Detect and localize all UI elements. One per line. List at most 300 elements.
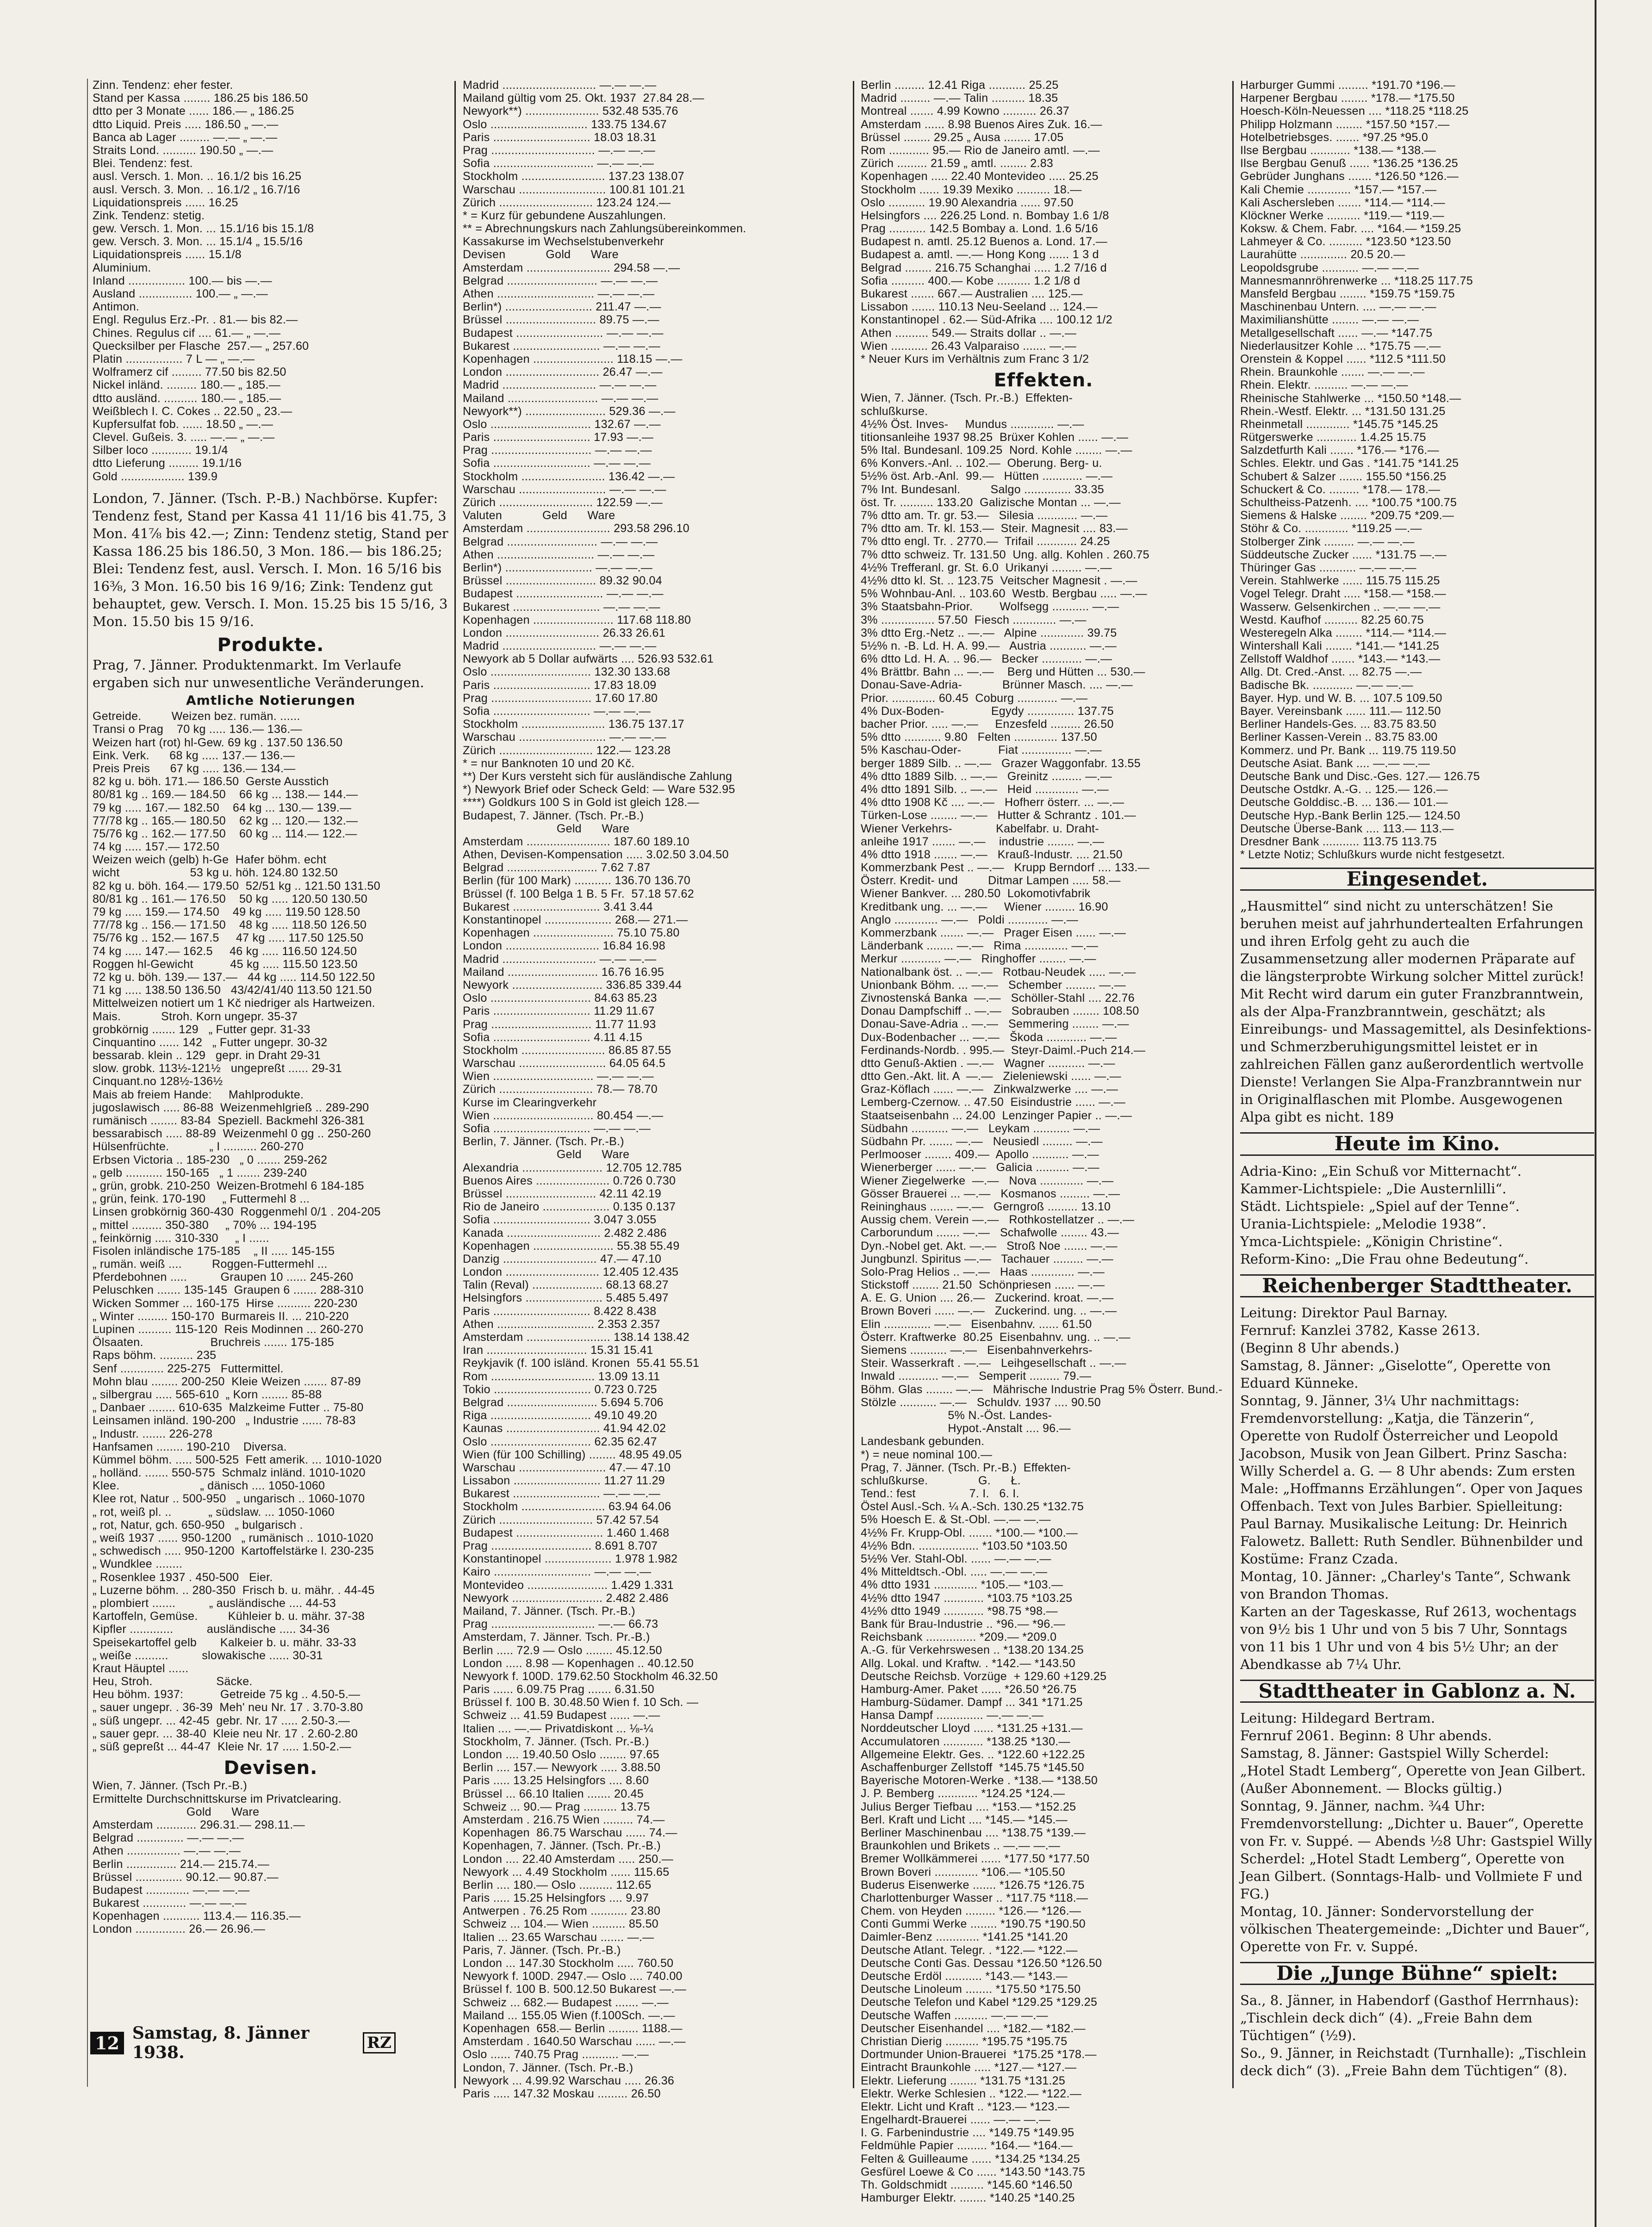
share-line: Dresdner Bank ........... 113.75 113.75 [1240,835,1437,848]
effekten-line: 5% Kaschau-Oder- Fiat ............... —.— [861,744,1102,757]
produkte-line: 72 kg u. böh. 139.— 137.— 44 kg ..... 114.50 122.50 [93,970,375,984]
rate-line: Madrid ............................ —.— —.— [463,952,657,966]
theater-paragraph: Sonntag, 9. Jänner, nachm. ¾4 Uhr: Fremdenvorstellung: „Dichter u. Bauer“, Operette von Fr. v. Suppé. — Abends ½8 Uhr: Gastspiel Willy Scherdel: „Hotel Stadt Lemberg“, Operette von Jean Gilbert. (Sonntags-Halb- und Vollmiete F und FG.) [1240,1798,1592,1902]
produkte-line: „ Danbaer ........ 610-635 Malzkeime Futter .. 75-80 [93,1401,364,1414]
effekten-line: 3% dtto Erg.-Netz .. —.— Alpine ............. 39.75 [861,626,1117,639]
devisen-line: Budapest ............. —.— —.— [93,1883,250,1897]
effekten-line: Th. Goldschmidt .......... *145.60 *146.50 [861,2178,1073,2192]
metal-line: gew. Versch. 3. Mon. ... 15.1/4 „ 15.5/16 [93,235,303,248]
rate-line: Brüssel ........................... 89.32 90.04 [463,574,662,588]
rate-line: Buenos Aires ...................... 0.726 0.730 [463,1174,676,1187]
produkte-line: „ grün, feink. 170-190 „ Futtermehl 8 ... [93,1192,310,1206]
metal-line: Straits Lond. .......... 190.50 „ —.— [93,143,273,157]
effekten-line: Deutsche Atlant. Telegr. . *122.— *122.— [861,1943,1078,1957]
effekten-line: Hypot.-Anstalt .... 96.— [861,1422,1071,1435]
produkte-line: Kipfler ............. ausländische ..... 34-36 [93,1623,330,1636]
effekten-line: 4% dtto 1891 Silb. .. —.— Heid ............. —.— [861,782,1109,796]
rate-line: Amsterdam, 7. Jänner. Tsch. Pr.-B.) [463,1631,650,1644]
produkte-line: 82 kg u. böh. 164.— 179.50 52/51 kg .. 121.50 131.50 [93,879,380,893]
rate-line: ** = Abrechnungskurs nach Zahlungsübereinkommen. [463,222,746,236]
produkte-line: Klee rot, Natur .. 500-950 „ ungarisch .. 1060-1070 [93,1492,365,1506]
share-line: Kali Aschersleben ....... *114.— *114.— [1240,196,1445,209]
metal-line: dtto per 3 Monate ...... 186.— „ 186.25 [93,105,294,118]
devisen-line: Ermittelte Durchschnittskurse im Privatclearing. [93,1792,342,1805]
effekten-line: A.-G. für Verkehrswesen .. *138.20 134.25 [861,1644,1084,1657]
effekten-line: Dortmunder Union-Brauerei *175.25 *178.— [861,2048,1097,2061]
share-line: Stolberger Zink ......... —.— —.— [1240,535,1415,548]
rate-line: Iran .............................. 15.31 15.41 [463,1344,653,1357]
effekten-line: Elektr. Lieferung ........ *131.75 *131.25 [861,2074,1066,2087]
share-line: Schubert & Salzer ....... 155.50 *156.25 [1240,470,1447,483]
rate-line: Talin (Reval) ..................... 68.13 68.27 [463,1278,669,1292]
rate-line: Kopenhagen, 7. Jänner. (Tsch. Pr.-B.) [463,1839,661,1853]
produkte-line: Mittelweizen notiert um 1 Kč niedriger als Hartweizen. [93,997,375,1010]
effekten-line: Dux-Bodenbacher ... —.— Škoda ............ —.— [861,1030,1117,1044]
effekten-line: 6% dtto Ld. H. A. .. 96.— Becker ............ —.— [861,652,1112,666]
share-line: Bayer. Hyp. und W. B. ... 107.5 109.50 [1240,691,1442,705]
effekten-line: Böhm. Glas ........ —.— Mährische Industrie Prag 5% Österr. Bund.- [861,1383,1223,1396]
rate-line: Stockholm ......................... 86.85 87.55 [463,1043,671,1057]
produkte-line: „ sauer ungepr. . 36-39 Meh' neu Nr. 17 . 3.70-3.80 [93,1701,363,1714]
rate-line: Belgrad ........................... —.— —.— [463,274,658,287]
metal-line: ausl. Versch. 1. Mon. .. 16.1/2 bis 16.25 [93,170,302,183]
rate-line: Schweiz ... 90.— Prag .......... 13.75 [463,1800,650,1813]
rate-line: Warschau .......................... 64.05 64.5 [463,1057,666,1070]
rate-line: London ............................ 26.47 —.— [463,366,663,379]
rate-line: Kanada ............................ 2.482 2.486 [463,1226,667,1240]
rate-line: Warschau .......................... —.— —.— [463,731,666,744]
share-line: Badische Bk. ............ —.— —.— [1240,678,1413,692]
rate-line: Paris ............................. 8.422 8.438 [463,1304,657,1318]
metal-line: Inland ................. 100.— bis —.— [93,274,272,287]
junge-buehne-heading: Die „Junge Bühne“ spielt: [1240,1962,1594,1985]
rate-line: Newyork ........................... 2.482 2.486 [463,1591,669,1605]
produkte-line: bessarabisch ..... 88-89 Weizenmehl 0 gg .. 250-260 [93,1127,371,1141]
effekten-line: 4% Mitteldtsch.-Obl. ..... —.— —.— [861,1565,1048,1579]
share-line: Deutsche Bank und Disc.-Ges. 127.— 126.75 [1240,769,1480,783]
share-line: Salzdetfurth Kali ....... *176.— *176.— [1240,444,1439,457]
effekten-line: Steir. Wasserkraft . —.— Leihgesellschaft .. —.— [861,1357,1126,1370]
share-line: Lahmeyer & Co. .......... *123.50 *123.50 [1240,235,1451,248]
rate-line: Amsterdam ...... 8.98 Buenos Aires Zuk. 16.— [861,118,1102,131]
rate-line: Newyork ... 4.99.92 Warschau ..... 26.36 [463,2074,675,2087]
produkte-line: Kümmel böhm. ..... 500-525 Fett amerik. ... 1010-1020 [93,1453,382,1466]
rate-line: Brüssel f. 100 B. 500.12.50 Bukarest —.— [463,1983,687,1996]
kino-heading: Heute im Kino. [1240,1132,1594,1155]
rate-line: Valuten Geld Ware [463,509,615,522]
metal-line: Chines. Regulus cif .... 61.— „ —.— [93,326,281,340]
rate-line: Budapest .......................... 1.460 1.468 [463,1526,670,1539]
produkte-line: „ rot, Natur, gch. 650-950 „ bulgarisch . [93,1518,303,1532]
share-line: Siemens & Halske ........ *209.75 *209.— [1240,509,1454,522]
london-report: London, 7. Jänner. (Tsch. P.-B.) Nachbörse. Kupfer: Tendenz fest, Stand per Kassa 41 11/16 bis 41.75, 3 Mon. 41⅞ bis 42.—; Zinn: Tendenz stetig, Stand per Kassa 186.25 bis 186.50, 3 Mon. 186.— bis 186.25; Blei: Tendenz fest, ausl. Versch. I. Mon. 16 5/16 bis 16⅜, 3 Mon. 16.50 bis 16 9/16; Zink: Tendenz gut behauptet, gew. Versch. I. Mon. 15.25 bis 15 5/16, 3 Mon. 15.50 bis 15 9/16. [93,490,448,629]
effekten-line: Braunkohlen und Brikets .. —.— —.— [861,1839,1061,1853]
effekten-line: Wiener Verkehrs- Kabelfabr. u. Draht- [861,822,1099,835]
notierungen-heading: Amtliche Notierungen [186,693,355,708]
rate-line: London .... 22.40 Amsterdam ..... 250.— [463,1852,674,1866]
effekten-line: 4½% Bdn. .................. *103.50 *103.50 [861,1539,1068,1552]
rate-line: Berlin*) .......................... 211.47 —.— [463,300,661,314]
effekten-line: Stickstoff ........ 21.50 Schönpriesen ...... —.— [861,1278,1105,1292]
share-line: Gebrüder Junghans ....... *126.50 *126.— [1240,170,1459,183]
page-left-edge [87,79,88,2087]
rate-line: Berlin ......... 12.41 Riga ........... 25.25 [861,79,1059,92]
effekten-line: Julius Berger Tiefbau .... *153.— *152.25 [861,1800,1076,1813]
rate-line: Antwerpen . 76.25 Rom ........... 23.80 [463,1904,661,1918]
produkte-line: „ sauer gepr. ... 38-40 Kleie neu Nr. 17 . 2.60-2.80 [93,1727,358,1740]
produkte-line: Mais ab freiem Hande: Mahlprodukte. [93,1088,304,1101]
devisen-line: Kopenhagen ........... 113.4.— 116.35.— [93,1910,301,1923]
produkte-line: Lupinen .......... 115-120 Reis Modinnen ... 260-270 [93,1323,364,1336]
rate-line: London ............................ 26.33 26.61 [463,626,665,639]
effekten-line: 5% N.-Öst. Landes- [861,1408,1052,1422]
rate-line: Athen ............................. —.— —.— [463,548,655,561]
effekten-line: Jungbunzl. Spiritus —.— Tachauer ......... —.— [861,1252,1114,1265]
effekten-line: Aschaffenburger Zellstoff *145.75 *145.50 [861,1761,1084,1774]
rate-line: Brüssel f. 100 B. 30.48.50 Wien f. 10 Sch. — [463,1696,699,1709]
rate-line: Zürich ............................ 122.— 123.28 [463,744,671,757]
effekten-line: 5% Ital. Bundesanl. 109.25 Nord. Kohle ........ —.— [861,444,1132,457]
rate-line: Amsterdam . 1640.50 Warschau ...... —.— [463,2035,686,2048]
effekten-line: 4½% Fr. Krupp-Obl. ....... *100.— *100.— [861,1526,1078,1539]
share-line: Rheinmetall ............. *145.75 *145.25 [1240,417,1438,431]
effekten-line: Chem. von Heyden ......... *126.— *126.— [861,1904,1081,1918]
share-line: Maximilianshütte ........ —.— —.— [1240,313,1419,327]
produkte-line: 82 kg u. böh. 171.— 186.50 Gerste Ausstich [93,775,329,788]
effekten-line: Stölzle ........... —.— Schuldv. 1937 .... 90.50 [861,1396,1101,1409]
prag-report: Prag, 7. Jänner. Produktenmarkt. Im Verlaufe ergaben sich nur unwesentliche Veränderungen. [93,657,424,691]
rate-line: Paris ..... 13.25 Helsingfors .... 8.60 [463,1774,649,1787]
effekten-line: Türken-Lose ........ —.— Hutter & Schrantz . 101.— [861,809,1136,822]
rate-line: Riga .............................. 49.10 49.20 [463,1409,657,1422]
rate-line: Berlin (für 100 Mark) ........... 136.70 136.70 [463,874,691,887]
devisen-line: Belgrad .............. —.— —.— [93,1831,244,1845]
share-line: Verein. Stahlwerke ...... 115.75 115.25 [1240,574,1440,588]
buehne-paragraph: So., 9. Jänner, in Reichstadt (Turnhalle): „Tischlein deck dich“ (3). „Freie Bahn dem Tüchtigen“ (8). [1240,2045,1587,2079]
rate-line: **) Der Kurs versteht sich für ausländische Zahlung [463,769,733,783]
produkte-line: „ Wundklee ........ [93,1557,183,1571]
rate-line: Newyork ... 4.49 Stockholm ...... 115.65 [463,1865,670,1879]
produkte-line: 79 kg ..... 159.— 174.50 49 kg ..... 119.50 128.50 [93,906,360,919]
effekten-line: Allgemeine Elektr. Ges. .. *122.60 +122.25 [861,1748,1085,1761]
rate-line: Brüssel ... 66.10 Italien ....... 20.45 [463,1787,644,1800]
effekten-line: Unionbank Böhm. ... —.— Schember ......... —.— [861,978,1126,992]
rate-line: Lissabon .......................... 11.27 11.29 [463,1474,665,1488]
theater-paragraph: Fernruf 2061. Beginn: 8 Uhr abends. [1240,1728,1492,1744]
rate-line: Wien .............................. —.— —.— [463,1070,654,1083]
effekten-line: Anglo ............. —.— Poldi ............ —.— [861,913,1079,926]
page-right-edge [1595,0,1596,2227]
effekten-line: 7% dtto schweiz. Tr. 131.50 Ung. allg. Kohlen . 260.75 [861,548,1149,561]
effekten-line: Berl. Kraft und Licht .... *145.— *145.— [861,1813,1068,1826]
effekten-line: 5% dtto ........... 9.80 Felten ............. 137.50 [861,731,1097,744]
effekten-line: Reichsbank ............... *209.— *209.0 [861,1631,1057,1644]
share-line: Wasserw. Gelsenkirchen .. —.— —.— [1240,600,1441,614]
rate-line: Bukarest ....... 667.— Australien .... 125.— [861,287,1083,300]
rate-line: Sofia ............................. 3.047 3.055 [463,1213,657,1227]
rate-line: Stockholm, 7. Jänner. (Tsch. Pr.-B.) [463,1735,649,1748]
effekten-line: 5½% n. -B. Ld. H. A. 99.— Austria ........... —.— [861,639,1117,652]
rate-line: Budapest a. amtl. —.— Hong Kong ...... 1 3 d [861,248,1099,261]
theater-paragraph: Montag, 10. Jänner: Sondervorstellung der völkischen Theatergemeinde: „Dichter und Bauer“, Operette von Fr. v. Suppé. [1240,1904,1590,1955]
produkte-line: 77/78 kg .. 165.— 180.50 62 kg ... 120.— 132.— [93,814,358,827]
share-line: Philipp Holzmann ........ *157.50 *157.— [1240,118,1450,131]
effekten-line: Inwald ............ —.— Semperit ......... 79.— [861,1370,1092,1383]
rate-line: Madrid ............................ —.— —.— [463,639,657,653]
rate-line: Amsterdam ......................... 293.58 296.10 [463,522,689,535]
share-line: Rütgerswerke ............ 1.4.25 15.75 [1240,431,1426,444]
rate-line: Konstantinopel .................... 1.978 1.982 [463,1552,678,1566]
effekten-line: Deutsche Waffen .......... —.— —.— [861,2009,1048,2022]
produkte-line: Speisekartoffel gelb Kalkeier b. u. mähr. 33-33 [93,1636,356,1649]
effekten-line: Reininghaus ....... —.— Gerngroß ......... 13.10 [861,1200,1111,1213]
share-line: Leopoldsgrube ........... —.— —.— [1240,261,1419,274]
share-line: Kommerz. und Pr. Bank ... 119.75 119.50 [1240,744,1456,757]
rate-line: Budapest .......................... —.— —.— [463,587,664,601]
rate-line: Mailand ........................... 16.76 16.95 [463,965,665,979]
devisen-line: Athen ................ —.— —.— [93,1844,241,1858]
rate-line: Amsterdam . 216.75 Wien ......... 74.— [463,1813,665,1826]
effekten-line: 7% dtto engl. Tr. . 2770.— Trifail ............ 24.25 [861,535,1110,548]
produkte-line: 74 kg ..... 157.— 172.50 [93,840,220,854]
share-line: Schultheiss-Patzenh. .... *100.75 *100.75 [1240,496,1457,509]
rate-line: Budapest, 7. Jänner. (Tsch. Pr.-B.) [463,809,644,822]
rate-line: Zürich ............................ 122.59 —.— [463,496,663,509]
rate-line: Paris ............................. 11.29 11.67 [463,1005,655,1018]
produkte-line: Transi o Prag 70 kg ..... 136.— 136.— [93,723,302,736]
rate-line: Kassakurse im Wechselstubenverkehr [463,235,664,248]
effekten-line: Dyn.-Nobel get. Akt. —.— Stroß Noe ....... —.— [861,1239,1118,1253]
effekten-line: 4% dtto 1931 ............. *105.— *103.— [861,1578,1063,1592]
rate-line: Zürich ............................ 78.— 78.70 [463,1083,658,1096]
column-shares-notices [1240,79,1594,2088]
metal-line: Liquidationspreis ...... 15.1/8 [93,248,242,261]
devisen-line: London ............... 26.— 26.96.— [93,1923,266,1936]
share-line: Schles. Elektr. und Gas . *141.75 *141.25 [1240,457,1459,470]
effekten-line: 4% dtto 1918 ....... —.— Krauß-Industr. .... 21.50 [861,848,1123,861]
produkte-line: Raps böhm. .......... 235 [93,1349,217,1362]
rate-line: Sofia .......... 400.— Kobe .......... 1.2 1/8 d [861,274,1081,287]
rate-line: Lissabon ....... 110.13 Neu-Seeland ... 124.— [861,300,1098,314]
effekten-table [861,391,1226,2204]
produkte-line: „ Rosenklee 1937 . 450-500 Eier. [93,1570,273,1584]
produkte-line: Preis Preis 67 kg ..... 136.— 134.— [93,762,296,775]
effekten-line: Länderbank ........ —.— Rima ............. —.— [861,939,1099,953]
produkte-line: bessarab. klein .. 129 gepr. in Draht 29-31 [93,1049,321,1062]
share-line: Hotelbetriebsges. ....... *97.25 *95.0 [1240,130,1428,144]
rate-line: Zürich ............................ 57.42 57.54 [463,1513,659,1526]
metal-line: Zink. Tendenz: stetig. [93,209,205,222]
rate-line: Brüssel ........................... 89.75 —.— [463,313,659,327]
produkte-table [93,710,449,1753]
effekten-line: dtto Gen.-Akt. lit. A —.— Zieleniewski ...... —.— [861,1070,1121,1083]
produkte-line: Cinquant.no 128½-136½ [93,1075,223,1088]
produkte-line: „ süß ungepr. ... 42-45 gebr. Nr. 17 ..... 2.50-3.— [93,1714,350,1727]
metal-line: ausl. Versch. 3. Mon. .. 16.1/2 „ 16.7/16 [93,183,300,196]
rate-line: Warschau .......................... 47.— 47.10 [463,1461,671,1474]
effekten-line: Siemens ........... —.— Eisenbahnverkehrs- [861,1344,1093,1357]
effekten-line: Conti Gummi Werke ........ *190.75 *190.50 [861,1917,1086,1931]
rate-line: Bukarest .......................... 3.41 3.44 [463,900,653,913]
effekten-line: Elektr. Werke Schlesien .. *122.— *122.— [861,2087,1082,2100]
rate-line: Mailand ... 155.05 Wien (f.100Sch. —.— [463,2009,675,2022]
theater-paragraph: Montag, 10. Jänner: „Charley's Tante“, Schwank von Brandon Thomas. [1240,1568,1571,1602]
rate-line: Geld Ware [463,1148,630,1161]
theater-paragraph: Fernruf: Kanzlei 3782, Kasse 2613. [1240,1322,1480,1338]
kino-entry: Reform-Kino: „Die Frau ohne Bedeutung“. [1240,1251,1529,1267]
devisen-line: Wien, 7. Jänner. (Tsch Pr.-B.) [93,1779,248,1793]
rate-line: Belgrad ........................... 5.694 5.706 [463,1396,664,1409]
rate-line: Paris ..... 147.32 Moskau ......... 26.50 [463,2087,661,2100]
rate-line: Italien ... 23.65 Warschau ....... —.— [463,1930,654,1944]
effekten-line: Nationalbank öst. .. —.— Rotbau-Neudek ..... —.— [861,965,1136,979]
metal-line: Aluminium. [93,261,151,274]
theater-reichenberg-text [1240,1304,1594,1673]
produkte-line: 75/76 kg .. 162.— 177.50 60 kg ... 114.— 122.— [93,827,357,840]
theater-paragraph: Sonntag, 9. Jänner, 3¼ Uhr nachmittags: Fremdenvorstellung: „Katja, die Tänzerin“, Operette von Rudolf Österreicher und Leopold Jacobson, Musik von Jean Gilbert. Prinz Sascha: Willy Scherdel a. G. — 8 Uhr abends: Zum ersten Male: „Hoffmanns Erzählungen“. Oper von Jaques Offenbach. Text von Jules Barbier. Spielleitung: Paul Barnay. Musikalische Leitung: Dr. Heinrich Falowetz. Ballett: Ruth Sendler. Bühnenbilder und Kostüme: Franz Czada. [1240,1392,1584,1567]
effekten-line: 4% dtto 1908 Kč .... —.— Hofherr österr. ... —.— [861,796,1124,809]
effekten-line: schlußkurse. G. Ł. [861,1474,1021,1487]
effekten-line: Donau Dampfschiff .. —.— Sobrauben ........ 108.50 [861,1005,1139,1018]
effekten-line: Wien, 7. Jänner. (Tsch. Pr.-B.) Effekten- [861,391,1073,405]
rate-line: Prag .............................. —.— —.— [463,444,652,457]
share-line: Metallgesellschaft ...... —.— *147.75 [1240,326,1433,340]
rate-line: Newyork**) ...................... 532.48 535.76 [463,105,678,118]
rate-line: Reykjavik (f. 100 isländ. Kronen 55.41 55.51 [463,1357,700,1370]
rate-line: Stockholm ...... 19.39 Mexiko .......... 18.— [861,183,1082,196]
metal-line: Nickel inländ. ......... 180.— „ 185.— [93,378,281,392]
share-line: Westeregeln Alka ........ *114.— *114.— [1240,626,1447,639]
rate-line: Belgrad ........................... —.— —.— [463,535,658,548]
share-line: Rhein. Elektr. .......... —.— —.— [1240,378,1408,392]
effekten-line: Deutsche Conti Gas. Dessau *126.50 *126.50 [861,1956,1102,1970]
effekten-line: Daimler-Benz ............. *141.25 *141.20 [861,1930,1068,1944]
rate-line: Kopenhagen ........................ 55.38 55.49 [463,1239,680,1253]
kino-entry: Ymca-Lichtspiele: „Königin Christine“. [1240,1233,1503,1249]
rate-line: Paris ............................. 17.93 —.— [463,431,654,444]
effekten-line: 7% dtto am. Tr. gr. 53.— Silesia ............ —.— [861,509,1108,522]
rate-line: Geld Ware [463,822,630,835]
effekten-line: schlußkurse. [861,404,928,418]
produkte-line: grobkörnig ....... 129 „ Futter gepr. 31-33 [93,1023,311,1036]
share-line: Laurahütte .............. 20.5 20.— [1240,248,1405,261]
produkte-line: „ schwedisch ..... 950-1200 Kartoffelstärke l. 230-235 [93,1545,374,1558]
rate-line: Prag .............................. 8.691 8.707 [463,1539,658,1552]
theater-reichenberg-heading: Reichenberger Stadttheater. [1240,1274,1594,1297]
metal-line: Platin ................. 7 L — „ —.— [93,352,255,366]
rate-line: Kopenhagen ........................ 75.10 75.80 [463,926,680,940]
rate-line: Prag ............................... —.— 66.73 [463,1618,658,1631]
effekten-line: Landesbank gebunden. [861,1435,985,1448]
metal-line: dtto Liquid. Preis ..... 186.50 „ —.— [93,118,279,131]
effekten-line: Deutsche Reichsb. Vorzüge + 129.60 +129.25 [861,1669,1107,1683]
column-metals-products [93,79,449,2088]
produkte-line: Hanfsamen ........ 190-210 Diversa. [93,1440,287,1453]
effekten-line: 4% dtto 1889 Silb. .. —.— Greinitz ......... —.— [861,769,1112,783]
effekten-line: Südbahn ........... —.— Leykam ........... —.— [861,1122,1100,1135]
rate-line: Warschau .......................... —.— —.— [463,483,666,496]
rate-line: Kopenhagen ..... 22.40 Montevideo ..... 25.25 [861,170,1099,183]
rate-line: Zürich ......... 21.59 „ amtl. ........ 2.83 [861,157,1054,170]
effekten-line: Hamburg-Amer. Paket ...... *26.50 *26.75 [861,1682,1077,1696]
rate-line: Madrid ......... —.— Talin .......... 18.35 [861,92,1058,105]
share-line: Kali Chemie ............. *157.— *157.— [1240,183,1437,196]
rate-line: Stockholm ......................... 137.23 138.07 [463,170,684,183]
rate-line: Stockholm ......................... 136.75 137.17 [463,718,684,731]
rate-line: Rom ............................... 13.09 13.11 [463,1370,660,1383]
column-rule [454,81,456,2088]
effekten-line: 4½% dtto 1947 ............ *103.75 *103.25 [861,1591,1073,1605]
share-line: Rhein. Braunkohle ....... —.— —.— [1240,366,1425,379]
share-line: Vogel Telegr. Draht ..... *158.— *158.— [1240,587,1446,601]
produkte-line: „ süß gepreßt ... 44-47 Kleie Nr. 17 ..... 1.50-2.— [93,1740,351,1754]
rate-line: Kaunas ............................ 41.94 42.02 [463,1422,666,1435]
rate-line: Montevideo ........................ 1.429 1.331 [463,1578,674,1592]
rate-line: Bukarest .......................... —.— —.— [463,600,660,614]
rate-line: Sofia ............................. —.— —.— [463,705,651,718]
theater-paragraph: (Beginn 8 Uhr abends.) [1240,1340,1399,1356]
produkte-line: Leinsamen inländ. 190-200 „ Industrie ...... 78-83 [93,1414,356,1427]
produkte-heading: Produkte. [217,634,324,656]
share-line: Klöckner Werke .......... *119.— *119.— [1240,209,1445,222]
produkte-line: 77/78 kg .. 156.— 171.50 48 kg ..... 118.50 126.50 [93,918,367,932]
effekten-line: Bayerische Motoren-Werke . *138.— *138.50 [861,1774,1098,1787]
theater-paragraph: Karten an der Tageskasse, Ruf 2613, wochentags von 9½ bis 1 Uhr und von 5 bis 7 Uhr, Sonntags von 11 bis 1 Uhr und von 4 bis 5½ Uhr; an der Abendkasse ab 7¼ Uhr. [1240,1603,1577,1672]
metal-line: Blei. Tendenz: fest. [93,157,193,170]
rate-line: Helsingfors ....................... 5.485 5.497 [463,1291,669,1305]
metal-line: Gold ................... 139.9 [93,470,218,483]
effekten-line: Kommerzbank ....... —.— Prager Eisen ...... —.— [861,926,1126,940]
kino-entry: Städt. Lichtspiele: „Spiel auf der Tenne“. [1240,1198,1520,1214]
effekten-line: Perlmooser ........ 409.— Apollo ........... —.— [861,1148,1099,1161]
produkte-line: „ Winter ......... 150-170 Burmareis II. ... 210-220 [93,1309,349,1323]
rate-line: * = nur Banknoten 10 und 20 Kč. [463,757,635,770]
produkte-line: 79 kg ..... 167.— 182.50 64 kg ... 130.— 139.— [93,801,352,814]
effekten-line: Österr. Kredit- und Ditmar Lampen ..... 58.— [861,874,1121,887]
rate-line: Stockholm ......................... 63.94 64.06 [463,1500,671,1514]
share-line: Schuckert & Co. ......... *178.— 178.— [1240,483,1441,496]
produkte-line: Roggen hl-Gewicht 45 kg ..... 115.50 123.50 [93,957,358,971]
produkte-line: „ Industr. ....... 226-278 [93,1427,213,1440]
produkte-line: Mohn blau ........ 200-250 Kleie Weizen ....... 87-89 [93,1375,361,1388]
kino-list [1240,1162,1594,1268]
rate-line: Sofia ............................. —.— —.— [463,1122,651,1135]
effekten-line: Solo-Prag Helios .. —.— Haas ............. —.— [861,1265,1105,1278]
effekten-line: Graz-Köflach ...... —.— Zinkwalzwerke .... —.— [861,1083,1118,1096]
effekten-line: 4½% Öst. Inves- Mundus ............. —.— [861,417,1084,431]
eingesendet-paragraph: „Hausmittel“ sind nicht zu unterschätzen! Sie beruhen meist auf jahrhundertealten Erfahrungen und ihren Erfolg geht zu auch die Zusammensetzung aller modernen Präparate auf die längsterprobte Wirkung solcher Mittel zurück! Mit Recht wird darum ein guter Franzbranntwein, als der Alpa-Franzbranntwein, geschätzt; als Einreibungs- und Massagemittel, als Desinfektions- und Schmerzberuhigungsmittel leistet er in zahlreichen Fällen ganz außerordentlich wertvolle Dienste! Verlangen Sie Alpa-Franzbranntwein nur in Originalflaschen mit Plombe. Ausgewogenen Alpa gibt es nicht. 189 [1240,898,1591,1125]
produkte-line: Weizen hart (rot) hl-Gew. 69 kg . 137.50 136.50 [93,736,343,749]
produkte-line: Ölsaaten. Bruchreis ....... 175-185 [93,1336,334,1349]
rate-line: Newyork f. 100D. 179.62.50 Stockholm 46.32.50 [463,1669,718,1683]
share-line: Berliner Handels-Ges. ... 83.75 83.50 [1240,718,1436,731]
shares-table [1240,79,1594,861]
produkte-line: Linsen grobkörnig 360-430 Roggenmehl 0/1 . 204-205 [93,1205,381,1219]
junge-buehne-text [1240,1991,1594,2079]
effekten-heading: Effekten. [994,370,1093,391]
effekten-line: Ferdinands-Nordb. . 995.— Steyr-Daiml.-Puch 214.— [861,1043,1146,1057]
share-line: Wintershall Kali ........ *141.— *141.25 [1240,639,1440,653]
effekten-line: Charlottenburger Wasser .. *117.75 *118.— [861,1891,1088,1904]
produkte-line: 75/76 kg .. 152.— 167.5 47 kg ..... 117.50 125.50 [93,931,364,945]
theater-gablonz-heading: Stadttheater in Gablonz a. N. [1240,1680,1594,1703]
rate-line: Amsterdam ......................... 294.58 —.— [463,261,680,274]
produkte-line: „ feinkörnig ..... 310-330 „ I ...... [93,1231,269,1245]
effekten-line: 5% Wohnbau-Anl. .. 103.60 Westb. Bergbau ..... —.— [861,587,1147,601]
rate-line: London, 7. Jänner. (Tsch. Pr.-B.) [463,2061,633,2074]
effekten-line: Deutscher Eisenhandel .... *182.— *182.— [861,2022,1086,2035]
produkte-line: Fisolen inländische 175-185 „ II ..... 145-155 [93,1244,335,1258]
